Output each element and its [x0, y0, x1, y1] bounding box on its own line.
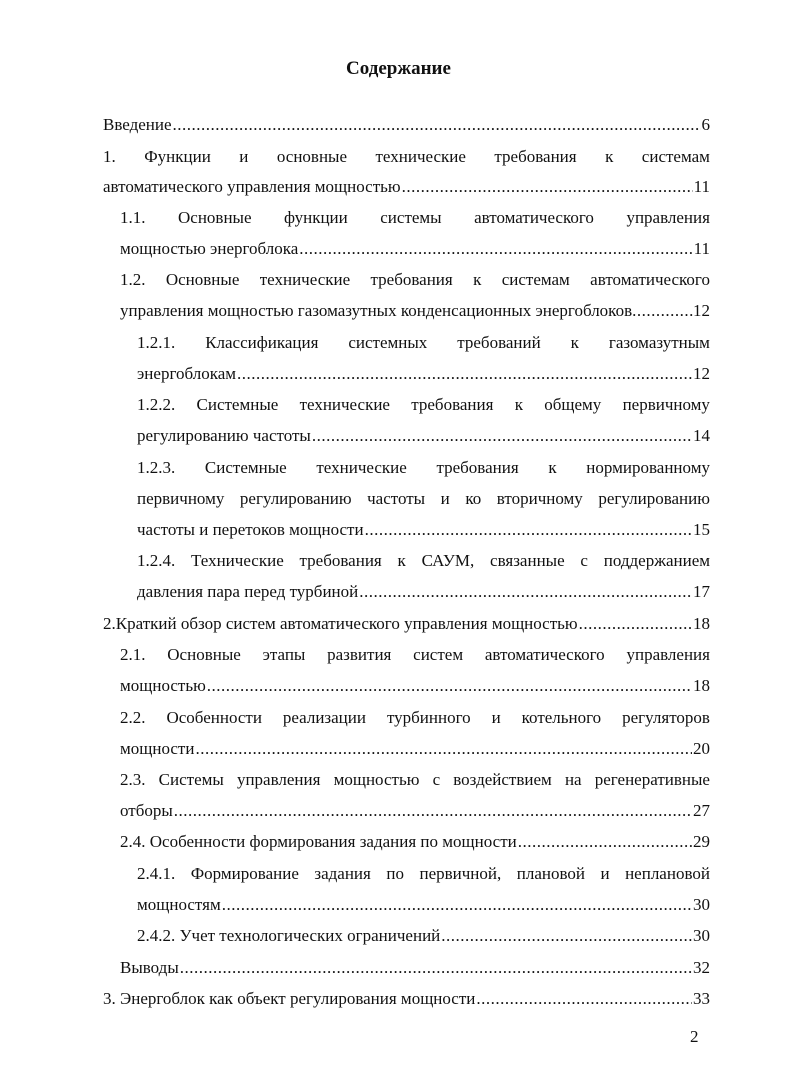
toc-word: ко	[465, 489, 482, 508]
toc-word: развития	[327, 645, 392, 664]
toc-word: Системы	[158, 770, 224, 789]
toc-word: к	[514, 395, 523, 414]
toc-word: связанные	[490, 551, 565, 570]
toc-word: нормированному	[586, 458, 710, 477]
page-number: 2	[690, 1027, 699, 1046]
toc-word: турбинного	[386, 708, 471, 727]
toc-word: управления	[626, 208, 710, 227]
toc-word: автоматического	[484, 645, 605, 664]
toc-entry-text: энергоблокам	[137, 364, 237, 383]
toc-word: Классификация	[205, 333, 319, 352]
toc-entry-text: 3. Энергоблок как объект регулирования мощности	[103, 989, 476, 1008]
toc-entry-2-1-line1	[120, 643, 710, 667]
toc-word: Основные	[167, 645, 241, 664]
toc-word: основные	[276, 147, 348, 166]
toc-word: управления	[626, 645, 710, 664]
toc-page-number: 12	[693, 301, 710, 320]
toc-entry-2-2[interactable]	[120, 737, 710, 761]
toc-word: по	[386, 864, 404, 883]
toc-entry-text: частоты и перетоков мощности	[137, 520, 364, 539]
toc-leader	[173, 113, 701, 137]
toc-leader	[299, 237, 692, 261]
toc-entry-text: мощностью	[120, 676, 206, 695]
toc-word: этапы	[262, 645, 306, 664]
toc-leader	[632, 299, 693, 323]
toc-entry-1-2-2-line1	[137, 393, 710, 417]
toc-page-number: 11	[693, 177, 710, 196]
toc-word: вторичному	[496, 489, 583, 508]
toc-entry-2-1[interactable]	[120, 674, 710, 698]
toc-word: 2.1.	[120, 645, 146, 664]
toc-word: регулированию	[598, 489, 710, 508]
toc-entry-text: управления мощностью газомазутных конденсационных энергоблоков	[120, 301, 633, 320]
toc-page-number: 33	[693, 989, 710, 1008]
toc-word: автоматического	[590, 270, 710, 289]
toc-word: газомазутным	[608, 333, 710, 352]
toc-entry-conclusions[interactable]	[120, 956, 710, 980]
toc-word: котельного	[521, 708, 602, 727]
toc-word: Системные	[196, 395, 279, 414]
toc-word: на	[564, 770, 582, 789]
toc-entry-2[interactable]	[103, 612, 710, 636]
toc-entry-2-3[interactable]	[120, 799, 710, 823]
toc-page-number: 11	[693, 239, 710, 258]
toc-entry-2-4-1[interactable]	[137, 893, 710, 917]
toc-word: к	[605, 147, 614, 166]
toc-word: системам	[641, 147, 710, 166]
toc-leader	[476, 987, 692, 1011]
toc-page-number: 29	[693, 832, 710, 851]
toc-word: регуляторов	[622, 708, 710, 727]
toc-entry-text: мощностью энергоблока	[120, 239, 299, 258]
toc-entry-text: Введение	[103, 115, 172, 134]
toc-entry-intro[interactable]	[103, 113, 710, 137]
toc-entry-2-4-2[interactable]	[137, 924, 710, 948]
toc-word: САУМ,	[421, 551, 475, 570]
toc-entry-1-2-4-line1	[137, 549, 710, 573]
toc-word: воздействием	[453, 770, 552, 789]
toc-word: 1.1.	[120, 208, 146, 227]
toc-word: поддержанием	[603, 551, 710, 570]
toc-word: к	[548, 458, 557, 477]
toc-word: автоматического	[474, 208, 594, 227]
toc-word: 2.2.	[120, 708, 146, 727]
toc-word: первичному	[622, 395, 710, 414]
toc-page-number: 30	[693, 895, 710, 914]
toc-word: технические	[259, 270, 351, 289]
toc-entry-text: 2.4.2. Учет технологических ограничений	[137, 926, 441, 945]
toc-leader	[359, 580, 692, 604]
toc-word: системам	[501, 270, 570, 289]
toc-word: функции	[284, 208, 348, 227]
toc-entry-1-2-3-line2	[137, 487, 710, 511]
toc-leader	[180, 956, 692, 980]
toc-word: Системные	[204, 458, 287, 477]
toc-entry-text: Выводы	[120, 958, 179, 977]
toc-word: реализации	[282, 708, 366, 727]
toc-word: регенеративные	[594, 770, 710, 789]
toc-word: 2.4.1.	[137, 864, 176, 883]
toc-page-number: 18	[693, 614, 710, 633]
toc-entry-1-1[interactable]	[120, 237, 710, 261]
toc-page-number: 17	[693, 582, 710, 601]
toc-page-number: 30	[693, 926, 710, 945]
toc-word: требования	[436, 458, 519, 477]
toc-entry-text: мощностям	[137, 895, 221, 914]
toc-word: Технические	[191, 551, 284, 570]
toc-entry-1-1-line1	[120, 206, 710, 230]
toc-entry-1-2-3-line1	[137, 456, 710, 480]
toc-page-number: 6	[701, 115, 710, 134]
toc-leader	[222, 893, 692, 917]
toc-word: регулированию	[239, 489, 352, 508]
toc-entry-text: 2.4. Особенности формирования задания по мощности	[120, 832, 517, 851]
toc-page-number: 12	[693, 364, 710, 383]
toc-word: к	[473, 270, 482, 289]
toc-word: Особенности	[166, 708, 262, 727]
toc-word: требования	[370, 270, 453, 289]
toc-page-number: 27	[693, 801, 710, 820]
toc-word: Основные	[178, 208, 252, 227]
toc-word: и	[491, 708, 501, 727]
toc-entry-text: автоматического управления мощностью	[103, 177, 401, 196]
toc-page-number: 15	[693, 520, 710, 539]
toc-word: Функции	[144, 147, 211, 166]
toc-entry-2-4-1-line1	[137, 862, 710, 886]
toc-entry-1-2[interactable]	[120, 299, 710, 323]
toc-word: системы	[380, 208, 442, 227]
toc-entry-text: отборы	[120, 801, 173, 820]
toc-page-number: 14	[693, 426, 710, 445]
toc-word: плановой	[516, 864, 585, 883]
toc-word: требования	[494, 147, 577, 166]
toc-entry-text: давления пара перед турбиной	[137, 582, 359, 601]
toc-word: к	[570, 333, 579, 352]
toc-entry-text: регулированию частоты	[137, 426, 311, 445]
toc-word: 1.2.4.	[137, 551, 176, 570]
toc-word: частоты	[367, 489, 426, 508]
toc-word: и	[600, 864, 610, 883]
toc-entry-1-2-1-line1	[137, 331, 710, 355]
toc-word: с	[580, 551, 588, 570]
toc-entry-1-2-3[interactable]	[137, 518, 710, 542]
toc-word: и	[440, 489, 450, 508]
toc-word: технические	[316, 458, 407, 477]
toc-word: управления	[236, 770, 321, 789]
toc-page-number: 18	[693, 676, 710, 695]
toc-leader	[365, 518, 692, 542]
toc-word: первичному	[137, 489, 225, 508]
toc-entry-1[interactable]	[103, 175, 710, 199]
toc-word: требования	[411, 395, 494, 414]
toc-word: 1.2.1.	[137, 333, 176, 352]
toc-page-number: 32	[693, 958, 710, 977]
toc-leader	[174, 799, 692, 823]
toc-word: 2.3.	[120, 770, 146, 789]
toc-word: требований	[457, 333, 541, 352]
toc-entry-text: Краткий обзор систем автоматического управления мощностью	[115, 614, 578, 633]
toc-entry-1-2-2[interactable]	[137, 424, 710, 448]
toc-word: Основные	[165, 270, 240, 289]
toc-word: задания	[314, 864, 371, 883]
toc-leader	[579, 612, 692, 636]
toc-word: 1.	[103, 147, 116, 166]
toc-word: мощностью	[333, 770, 420, 789]
toc-entry-2-4[interactable]	[120, 830, 710, 854]
toc-entry-2-2-line1	[120, 706, 710, 730]
toc-word: и	[239, 147, 249, 166]
toc-entry-3[interactable]	[103, 987, 710, 1011]
toc-word: технические	[299, 395, 390, 414]
toc-leader	[237, 362, 692, 386]
toc-word: общему	[544, 395, 602, 414]
toc-entry-2-3-line1	[120, 768, 710, 792]
toc-word: 1.2.2.	[137, 395, 176, 414]
toc-leader	[195, 737, 692, 761]
toc-word: системных	[348, 333, 428, 352]
toc-entry-1-2-4[interactable]	[137, 580, 710, 604]
toc-word: первичной,	[419, 864, 502, 883]
toc-leader	[518, 830, 692, 854]
page-title: Содержание	[346, 58, 451, 79]
toc-leader	[207, 674, 692, 698]
toc-leader	[402, 175, 693, 199]
toc-entry-1-line1	[103, 145, 710, 169]
toc-entry-number: 2.	[103, 614, 116, 633]
toc-leader	[441, 924, 692, 948]
toc-word: технические	[375, 147, 466, 166]
toc-leader	[312, 424, 692, 448]
toc-word: 1.2.	[120, 270, 146, 289]
toc-word: систем	[413, 645, 464, 664]
toc-word: с	[432, 770, 441, 789]
toc-word: 1.2.3.	[137, 458, 176, 477]
toc-entry-1-2-1[interactable]	[137, 362, 710, 386]
toc-word: требования	[299, 551, 382, 570]
toc-page-number: 20	[693, 739, 710, 758]
toc-word: Формирование	[190, 864, 299, 883]
toc-word: к	[397, 551, 406, 570]
toc-entry-1-2-line1	[120, 268, 710, 292]
toc-entry-text: мощности	[120, 739, 195, 758]
toc-word: неплановой	[625, 864, 710, 883]
